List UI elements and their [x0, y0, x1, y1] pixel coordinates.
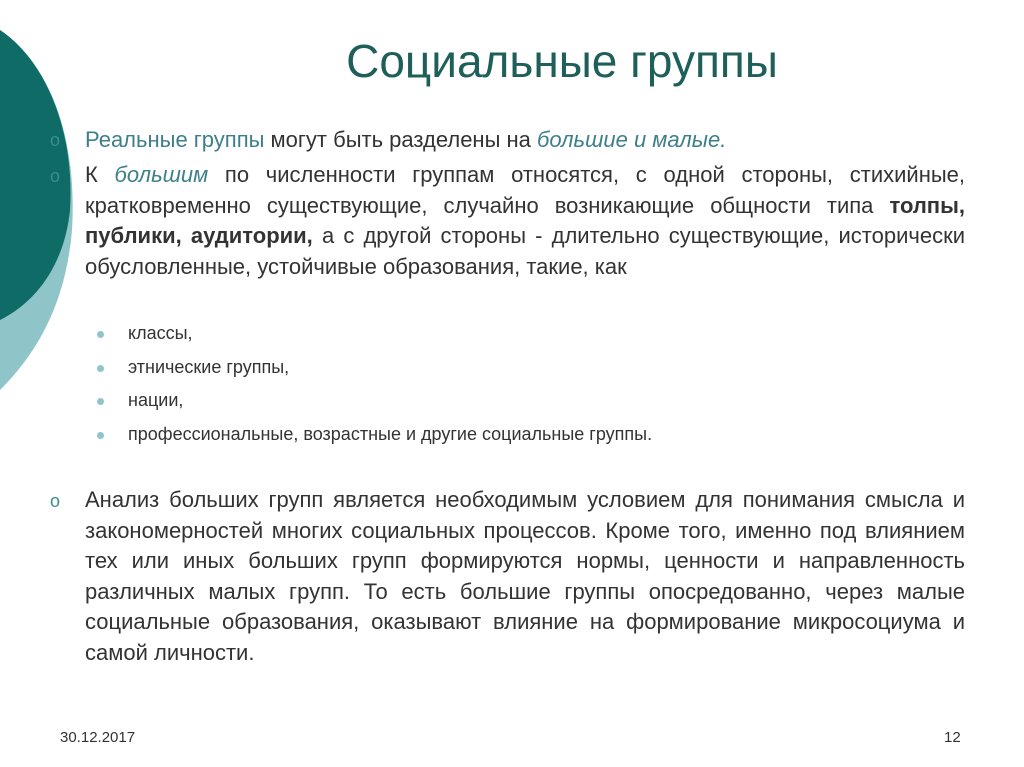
sub-item: классы,	[128, 323, 193, 343]
bullet-marker: o	[50, 130, 61, 150]
bullet-text: по численности группам относятся, с одной стороны, стихийные, кратковременно существующие, случайно возникающие общности типа	[85, 162, 966, 218]
bullet-text-2: а с другой стороны - длительно существующие, исторически обусловленные, устойчивые образования, такие, как	[85, 223, 965, 279]
sub-bullet-dot	[97, 398, 104, 405]
bullet-accent-prefix: Реальные группы	[85, 127, 265, 152]
bullet-large-groups	[85, 160, 965, 282]
page-number: 12	[944, 729, 961, 746]
bullet-marker: o	[50, 491, 61, 511]
slide-title: Социальные группы	[346, 35, 778, 87]
bullet-marker: o	[50, 166, 61, 186]
sub-item: этнические группы,	[128, 357, 290, 377]
bullet-accent: большие и малые.	[537, 127, 727, 152]
sub-bullet-dot	[97, 432, 104, 439]
bullet-bold: толпы, публики, аудитории,	[85, 192, 965, 248]
sub-bullet-dot	[97, 365, 104, 372]
bullet-real-groups	[85, 125, 965, 156]
sub-item: нации,	[128, 390, 184, 410]
bullet-accent: большим	[114, 162, 209, 187]
sub-item: профессиональные, возрастные и другие социальные группы.	[128, 424, 653, 444]
footer-date: 30.12.2017	[60, 729, 136, 746]
sub-bullet-dot	[97, 331, 104, 338]
bullet-lead: К	[85, 162, 115, 187]
bullet-text: могут быть разделены на	[264, 127, 537, 152]
bullet-analysis: Анализ больших групп является необходимым условием для понимания смысла и закономерностей многих социальных процессов. Кроме того, именно под влиянием тех или иных больших групп формируются нормы, ценности и направленность различных малых групп. То есть большие группы опосредованно, через малые социальные образования, оказывают влияние на формирование микросоциума и самой личности.	[85, 487, 965, 665]
